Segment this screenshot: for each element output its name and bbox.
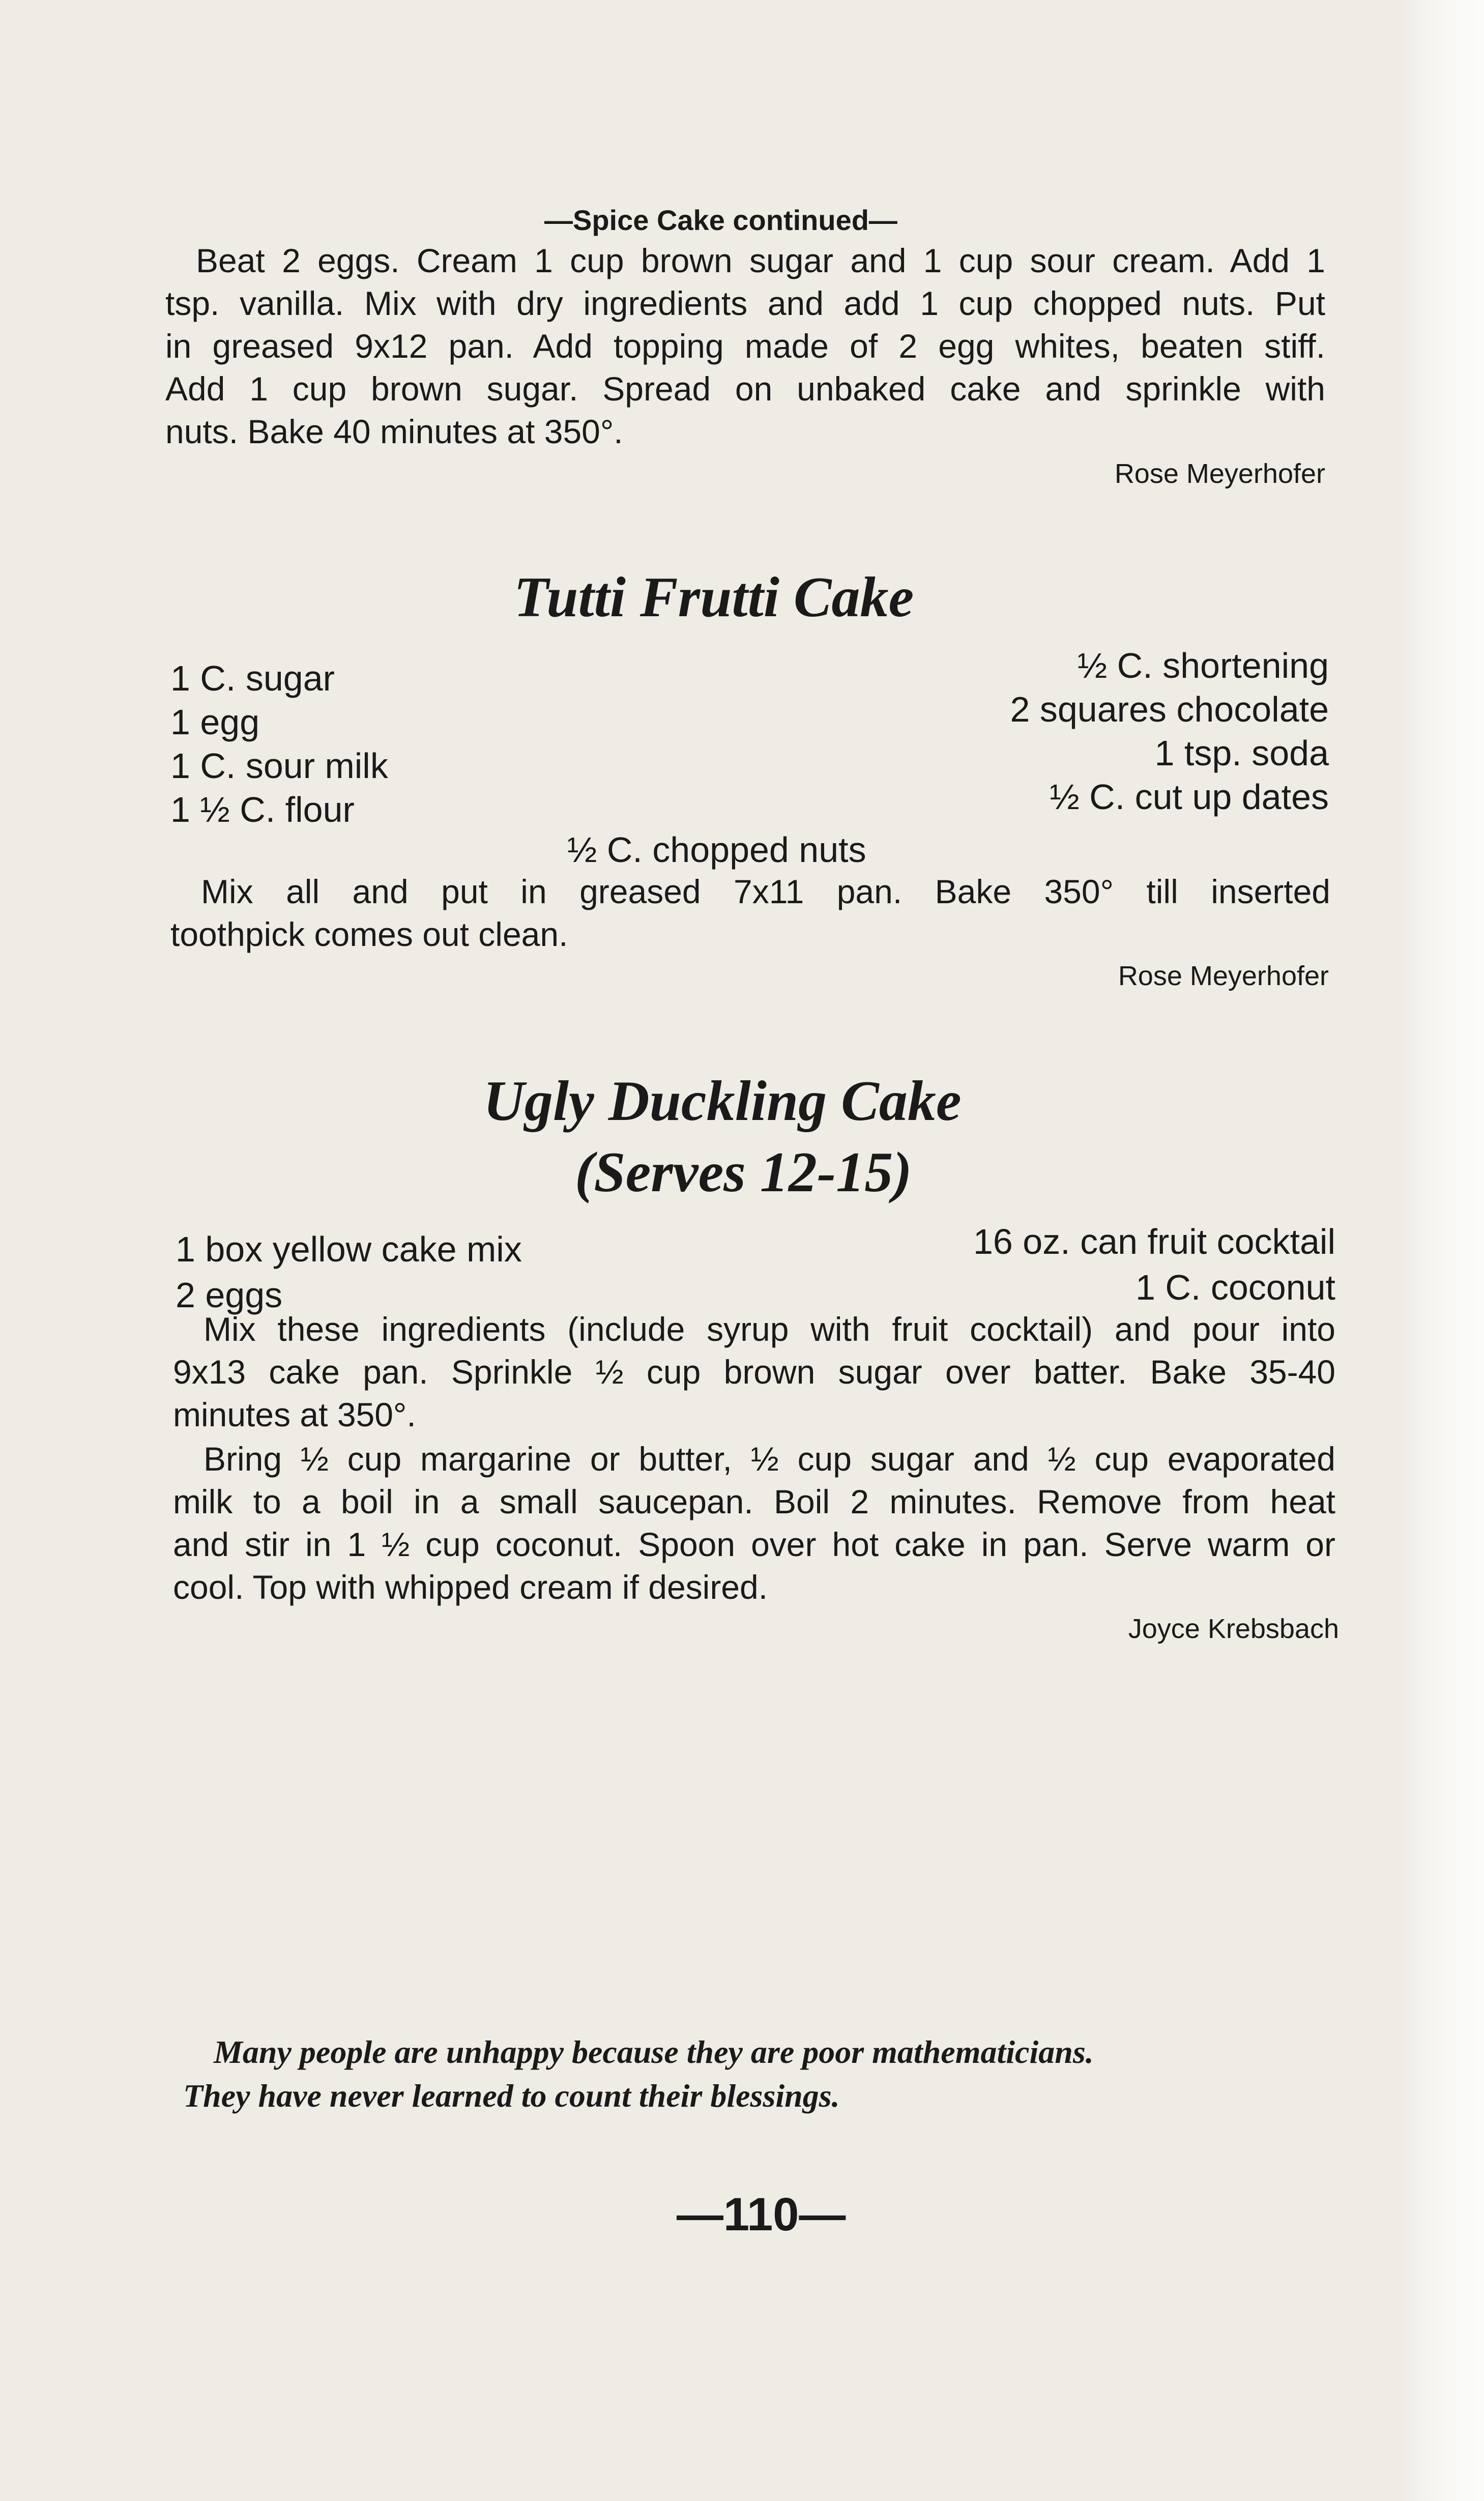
recipe-title: Tutti Frutti Cake [514,566,914,629]
quote-line: Many people are unhappy because they are poor mathematicians. [214,2034,1094,2070]
recipe-subtitle: (Serves 12-15) [575,1141,912,1204]
tutti-frutti-directions [170,870,1330,956]
ingredient: 1 tsp. soda [1154,733,1329,773]
ingredient: 2 squares chocolate [1010,689,1329,729]
recipe-title: Ugly Duckling Cake [483,1070,962,1133]
text-line: toothpick comes out clean. [170,915,568,953]
text-line: tsp. vanilla. Mix with dry ingredients and add 1 cup chopped nuts. Put [165,284,1325,322]
text-line: and stir in 1 ½ cup coconut. Spoon over hot cake in pan. Serve warm or [173,1526,1335,1563]
text-line: Add 1 cup brown sugar. Spread on unbaked cake and sprinkle with [165,370,1325,408]
text-line: Mix these ingredients (include syrup with fruit cocktail) and pour into [203,1310,1335,1348]
text-line: milk to a boil in a small saucepan. Boil 2 minutes. Remove from heat [173,1483,1335,1520]
recipe-author: Rose Meyerhofer [1114,458,1325,489]
text-line: cool. Top with whipped cream if desired. [173,1568,768,1606]
ingredients-right [1010,644,1329,819]
ingredient: ½ C. shortening [1077,646,1329,685]
ingredient: 1 C. sugar [170,658,335,698]
ingredient: ½ C. cut up dates [1050,777,1329,817]
ingredient: 1 box yellow cake mix [176,1229,522,1269]
text-line: Mix all and put in greased 7x11 pan. Bake 350° till inserted [201,873,1330,910]
ugly-duckling-directions-1 [173,1308,1335,1436]
ingredients-left [170,656,388,831]
spice-cake-directions [165,239,1325,453]
text-line: Beat 2 eggs. Cream 1 cup brown sugar and 1 cup sour cream. Add 1 [196,242,1325,279]
text-line: nuts. Bake 40 minutes at 350°. [165,413,623,450]
ingredient: ½ C. chopped nuts [567,830,866,870]
quote-line: They have never learned to count their blessings. [183,2078,840,2114]
ingredients-left [176,1226,522,1318]
ingredients-right [973,1219,1335,1310]
text-line: 9x13 cake pan. Sprinkle ½ cup brown sugar over batter. Bake 35-40 [173,1353,1335,1391]
continued-header: —Spice Cake continued— [544,204,897,236]
ingredient: 1 C. sour milk [170,746,388,786]
recipe-author: Rose Meyerhofer [1118,961,1329,991]
page-edge [1398,0,1484,2501]
ingredient: 1 ½ C. flour [170,790,355,829]
recipe-author: Joyce Krebsbach [1128,1614,1339,1644]
ingredient: 1 egg [170,702,260,742]
ingredient: 16 oz. can fruit cocktail [973,1222,1335,1261]
ingredient: 2 eggs [176,1275,283,1315]
page-number: —110— [677,2189,846,2240]
ugly-duckling-directions-2 [173,1438,1335,1608]
quote [183,2030,1094,2118]
text-line: Bring ½ cup margarine or butter, ½ cup sugar and ½ cup evaporated [203,1440,1335,1478]
ingredient: 1 C. coconut [1136,1268,1335,1307]
text-line: in greased 9x12 pan. Add topping made of 2 egg whites, beaten stiff. [165,327,1325,365]
text-line: minutes at 350°. [173,1396,416,1433]
